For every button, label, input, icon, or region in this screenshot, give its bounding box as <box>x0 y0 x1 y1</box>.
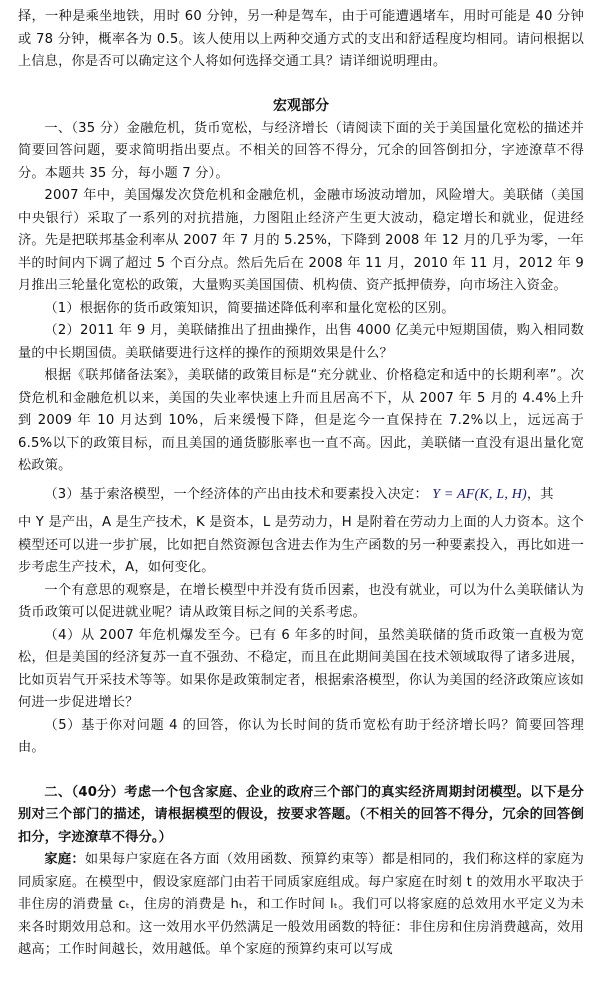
q1-subquestion-3-intro <box>18 484 584 507</box>
section-title: 宏观部分 <box>273 97 329 114</box>
solow-formula: Y = AF(K, L, H) <box>432 486 527 502</box>
sub3-text-tail: ，其 <box>526 486 554 502</box>
document-page <box>18 6 584 962</box>
q1-background-paragraph: 2007 年中，美国爆发次贷危机和金融危机，金融市场波动增加，风险增大。美联储（美国中央银行）采取了一系列的对抗措施，力图阻止经济产生更大波动，稳定增长和就业，促进经济。先是把联邦基金利率从 2007 年 7 月的 5.25%，下降到 2008 年 12 月的几乎为零，一年半的时间内下调了超过 5 个百分点。然后先后在 2008 年 11 月，2010 年 11 月，2012 年 9 月推出三轮量化宽松的政策，大量购买美国国债、机构债、资产抵押债券，向市场注入资金。 <box>18 188 584 293</box>
q2-household-paragraph <box>18 849 584 962</box>
q1-subquestion-4: （4）从 2007 年危机爆发至今。已有 6 年多的时间，虽然美联储的货币政策一直极为宽松，但是美国的经济复苏一直不强劲、不稳定，而且在此期间美国在技术领域取得了诸多进展，比如页岩气开采技术等等。如果你是政策制定者，根据索洛模型，你认为美国的经济政策应该如何进一步促进增长？ <box>18 627 584 710</box>
q1-subquestion-1: （1）根据你的货币政策知识，简要描述降低利率和量化宽松的区别。 <box>44 300 455 316</box>
q1-observation-paragraph: 一个有意思的观察是，在增长模型中并没有货币因素，也没有就业，可以为什么美联储认为货币政策可以促进就业呢？请从政策目标之间的关系考虑。 <box>18 582 584 620</box>
intro-question-tail: 择，一种是乘坐地铁，用时 60 分钟，另一种是驾车，由于可能遭遇堵车，用时可能是 40 分钟或 78 分钟，概率各为 0.5。该人使用以上两种交通方式的支出和舒适程度均相同。请问根据以上信息，你是否可以确定这个人将如何选择交通工具？请详细说明理由。 <box>18 9 584 69</box>
q2-header: 二、（40分）考虑一个包含家庭、企业的政府三个部门的真实经济周期封闭模型。以下是分别对三个部门的描述，请根据模型的假设，按要求答题。（不相关的回答不得分，冗余的回答倒扣分，字迹潦草不得分。） <box>18 784 584 845</box>
household-label: 家庭： <box>44 852 85 867</box>
q1-subquestion-2: （2）2011 年 9 月，美联储推出了扭曲操作，出售 4000 亿美元中短期国债，购入相同数量的中长期国债。美联储要进行这样的操作的预期效果是什么？ <box>18 323 584 361</box>
q1-fed-goals-paragraph: 根据《联邦储备法案》，美联储的政策目标是“充分就业、价格稳定和适中的长期利率”。次贷危机和金融危机以来，美国的失业率快速上升而且居高不下，从 2007 年 5 月的 4.4%上升到 2009 年 10 月达到 10%，后来缓慢下降，但是迄今一直保持在 7.2%以上，远远高于 6.5%以下的政策目标，而且美国的通货膨胀率也一直不高。因此，美联储一直没有退出量化宽松政策。 <box>18 368 584 473</box>
q1-header: 一、（35 分）金融危机，货币宽松，与经济增长（请阅读下面的关于美国量化宽松的描述并简要回答问题，要求简明指出要点。不相关的回答不得分，冗余的回答倒扣分，字迹潦草不得分。本题共 35 分，每小题 7 分）。 <box>18 120 584 181</box>
sub3-text: （3）基于索洛模型，一个经济体的产出由技术和要素投入决定： <box>44 486 428 502</box>
household-text: 如果每户家庭在各方面（效用函数、预算约束等）都是相同的，我们称这样的家庭为同质家庭。在模型中，假设家庭部门由若干同质家庭组成。每户家庭在时刻 t 的效用水平取决于非住房的消费量 cₜ，住房的消费是 hₜ，和工作时间 lₜ。我们可以将家庭的总效用水平定义为未来各时期效用总和。这一效用水平仍然满足一般效用函数的特征：非住房和住房消费越高，效用越高；工作时间越长，效用越低。单个家庭的预算约束可以写成 <box>18 852 584 957</box>
q1-subquestion-5: （5）基于你对问题 4 的回答，你认为长时间的货币宽松有助于经济增长吗？简要回答理由。 <box>18 717 584 755</box>
q1-subquestion-3-body: 中 Y 是产出，A 是生产技术，K 是资本，L 是劳动力，H 是附着在劳动力上面的人力资本。这个模型还可以进一步扩展，比如把自然资源包含进去作为生产函数的另一种要素投入，再比如进一步考虑生产技术，A，如何变化。 <box>18 515 584 575</box>
